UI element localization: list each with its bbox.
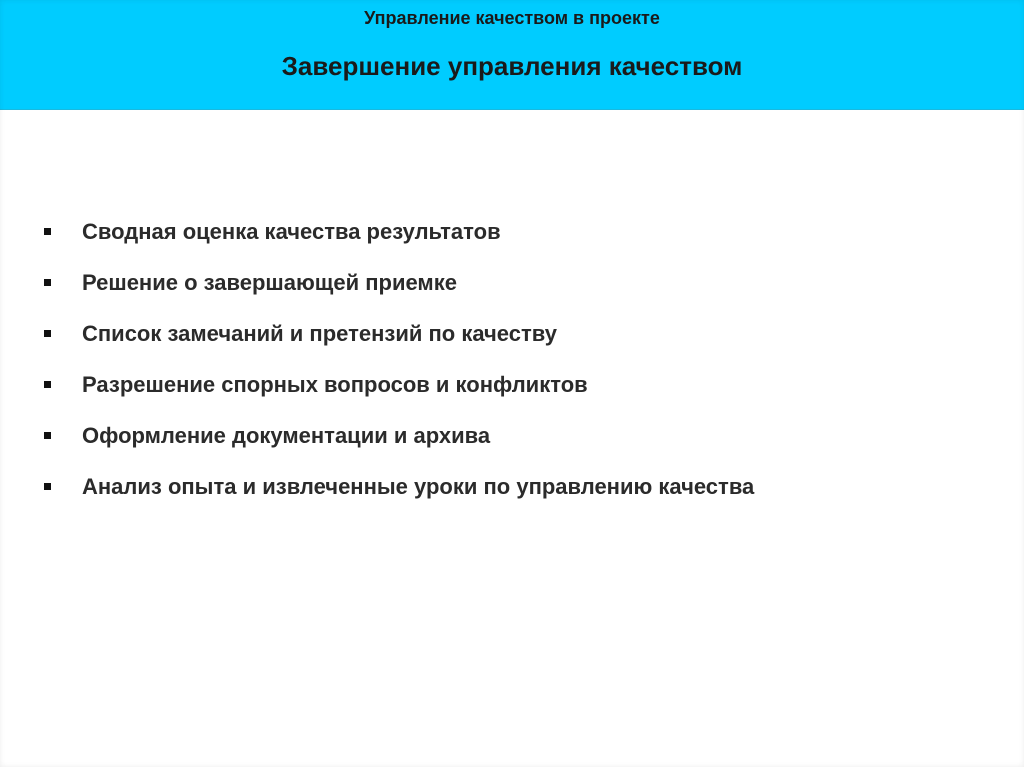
bullet-square-icon bbox=[44, 330, 51, 337]
bullet-item bbox=[44, 471, 754, 522]
bullet-item bbox=[44, 420, 754, 471]
bullet-square-icon bbox=[44, 381, 51, 388]
bullet-item bbox=[44, 267, 754, 318]
bullet-list bbox=[44, 216, 754, 522]
header-bar bbox=[0, 0, 1024, 110]
bullet-item bbox=[44, 369, 754, 420]
bullet-square-icon bbox=[44, 279, 51, 286]
bullet-text: Решение о завершающей приемке bbox=[82, 270, 457, 295]
bullet-text: Анализ опыта и извлеченные уроки по управлению качества bbox=[82, 474, 755, 499]
slide-supertitle: Управление качеством в проекте bbox=[364, 8, 660, 28]
bullet-item bbox=[44, 318, 754, 369]
bullet-text: Список замечаний и претензий по качеству bbox=[82, 321, 557, 346]
bullet-square-icon bbox=[44, 483, 51, 490]
bullet-text: Разрешение спорных вопросов и конфликтов bbox=[82, 372, 588, 397]
bullet-text: Оформление документации и архива bbox=[82, 423, 491, 448]
bullet-square-icon bbox=[44, 228, 51, 235]
slide-title: Завершение управления качеством bbox=[281, 51, 743, 81]
bullet-square-icon bbox=[44, 432, 51, 439]
bullet-item bbox=[44, 216, 754, 267]
bullet-text: Сводная оценка качества результатов bbox=[82, 219, 501, 244]
